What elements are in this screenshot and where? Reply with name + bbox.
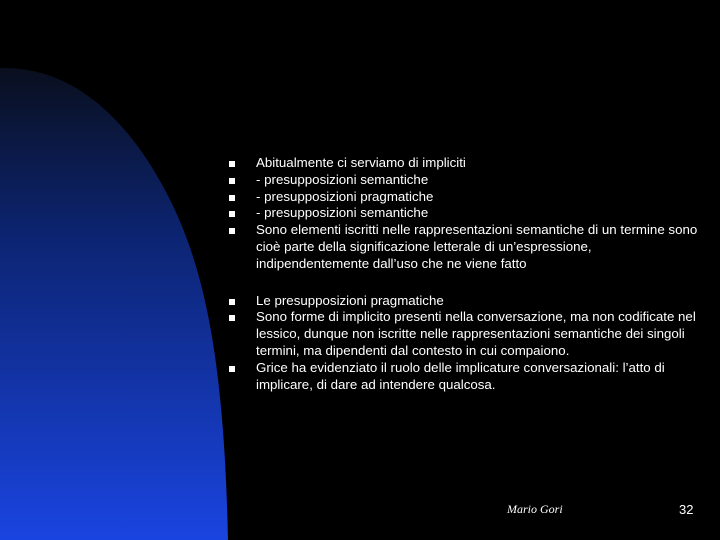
- square-bullet-icon: [229, 366, 235, 372]
- square-bullet-icon: [229, 161, 235, 167]
- bullet-item: [226, 205, 701, 222]
- bullet-text: - presupposizioni pragmatiche: [256, 188, 434, 204]
- bullet-text: Sono forme di implicito presenti nella conversazione, ma non codificate nel lessico, dunque non iscritte nelle rappresentazioni semantiche dei singoli termini, ma dipendenti dal contesto in cui compaiono.: [256, 309, 696, 358]
- bullet-item: [226, 189, 701, 206]
- square-bullet-icon: [229, 315, 235, 321]
- blue-decorative-shape: [0, 0, 240, 540]
- bullet-item: [226, 222, 701, 272]
- square-bullet-icon: [229, 195, 235, 201]
- bullet-text: Sono elementi iscritti nelle rappresentazioni semantiche di un termine sono cioè parte della significazione letterale di un’espressione, indipendentemente dall’uso che ne viene fatto: [256, 222, 698, 271]
- square-bullet-icon: [229, 211, 235, 217]
- bullet-group-spacer: [226, 273, 701, 293]
- square-bullet-icon: [229, 299, 235, 305]
- bullet-item: [226, 309, 701, 359]
- bullet-item: [226, 172, 701, 189]
- bullet-item: [226, 155, 701, 172]
- bullet-text: Le presupposizioni pragmatiche: [256, 292, 444, 308]
- footer-author: Mario Gori: [507, 502, 563, 516]
- bullet-item: [226, 360, 701, 394]
- square-bullet-icon: [229, 178, 235, 184]
- bullet-list: [226, 155, 701, 393]
- bullet-item: [226, 293, 701, 310]
- page-number: 32: [679, 502, 694, 517]
- square-bullet-icon: [229, 228, 235, 234]
- bullet-text: - presupposizioni semantiche: [256, 171, 429, 187]
- bullet-text: Abitualmente ci serviamo di impliciti: [256, 155, 466, 170]
- bullet-text: Grice ha evidenziato il ruolo delle implicature conversazionali: l’atto di implicare, di dare ad intendere qualcosa.: [256, 359, 665, 392]
- bullet-text: - presupposizioni semantiche: [256, 205, 429, 221]
